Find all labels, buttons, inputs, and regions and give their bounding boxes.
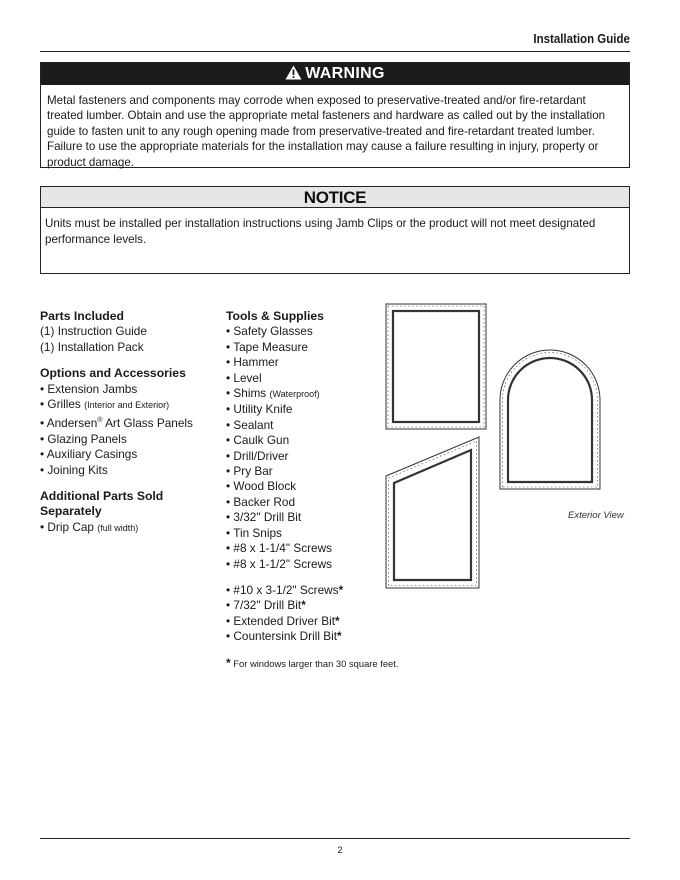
list-item: • #8 x 1-1/2" Screws (226, 556, 333, 571)
asterisk: * (338, 582, 344, 597)
list-item: • Joining Kits (40, 462, 108, 477)
asterisk: * (301, 598, 306, 613)
list-item: • Tin Snips (226, 525, 282, 540)
list-item: • Hammer (226, 355, 279, 370)
list-item-note: (full width) (97, 522, 139, 533)
list-item: • Backer Rod (226, 494, 296, 509)
arch-window-drawing (500, 350, 600, 489)
list-item-text: • #10 x 3-1/2" Screws (226, 582, 339, 597)
warning-triangle-icon (285, 65, 302, 80)
list-item: (1) Instruction Guide (40, 324, 147, 339)
list-item: • Auxiliary Casings (40, 447, 138, 462)
list-item: • Wood Block (226, 479, 297, 494)
page-number: 2 (337, 845, 343, 855)
list-item: • Utility Knife (226, 402, 293, 417)
asterisk: * (335, 613, 340, 628)
list-item-note: (Interior and Exterior) (84, 400, 170, 411)
list-item-text: • 7/32" Drill Bit (226, 598, 302, 613)
registered-mark: ® (97, 417, 103, 425)
rectangle-window-drawing (386, 304, 486, 429)
footnote (226, 656, 426, 671)
notice-box (40, 186, 630, 274)
trapezoid-window-drawing (386, 437, 479, 588)
additional-parts-heading: Additional Parts Sold Separately (40, 489, 164, 519)
list-item (40, 520, 220, 536)
list-item (226, 629, 426, 644)
list-item (226, 598, 426, 613)
notice-body: Units must be installed per installation instructions using Jamb Clips or the product will not meet designated performance levels. (45, 217, 596, 246)
list-item: • Level (226, 370, 262, 385)
list-item: • Tape Measure (226, 339, 308, 354)
list-item: • #8 x 1-1/4" Screws (226, 541, 333, 556)
figure-caption: Exterior View (568, 510, 624, 521)
list-item (40, 413, 220, 431)
warning-box (40, 62, 630, 168)
list-item: • 3/32" Drill Bit (226, 510, 302, 525)
list-item-text: • Grilles (40, 397, 81, 412)
parts-column (40, 309, 220, 536)
page-header-title: Installation Guide (533, 32, 630, 46)
list-item-text: • Shims (226, 386, 267, 401)
window-illustration (382, 300, 612, 590)
list-item-text: Art Glass Panels (102, 416, 193, 431)
warning-heading-bar (41, 63, 629, 85)
list-item: • Sealant (226, 417, 274, 432)
asterisk: * (337, 629, 342, 644)
list-item: • Caulk Gun (226, 433, 290, 448)
list-item: • Drill/Driver (226, 448, 289, 463)
notice-heading: NOTICE (41, 187, 629, 208)
list-item: • Safety Glasses (226, 324, 313, 339)
warning-body: Metal fasteners and components may corrode when exposed to preservative-treated and/or fire-retardant treated lumber. Obtain and use the appropriate metal fasteners and hardware as called out by the installation guide to fasten unit to any rough opening made from preservative-treated and fire-retardant treated lumber. Failure to use the appropriate materials for the installation may cause a failure resulting in injury, property or product damage. (47, 94, 606, 169)
list-item: • Pry Bar (226, 464, 273, 479)
list-item: (1) Installation Pack (40, 339, 144, 354)
footnote-text: For windows larger than 30 square feet. (233, 657, 399, 669)
list-item-text: • Drip Cap (40, 519, 94, 534)
list-item: • Extension Jambs (40, 381, 138, 396)
options-heading: Options and Accessories (40, 366, 186, 381)
list-item-note: (Waterproof) (269, 389, 320, 400)
list-item-text: • Extended Driver Bit (226, 613, 336, 628)
list-item-text: • Countersink Drill Bit (226, 629, 337, 644)
warning-heading: WARNING (305, 65, 385, 82)
list-item: • Glazing Panels (40, 431, 127, 446)
list-item (40, 397, 220, 413)
list-item-text: • Andersen (40, 416, 98, 431)
list-item (226, 614, 426, 629)
footer-divider (40, 838, 630, 839)
header-divider (40, 51, 630, 52)
parts-included-heading: Parts Included (40, 309, 124, 323)
asterisk: * (226, 655, 231, 670)
tools-heading: Tools & Supplies (226, 309, 324, 323)
